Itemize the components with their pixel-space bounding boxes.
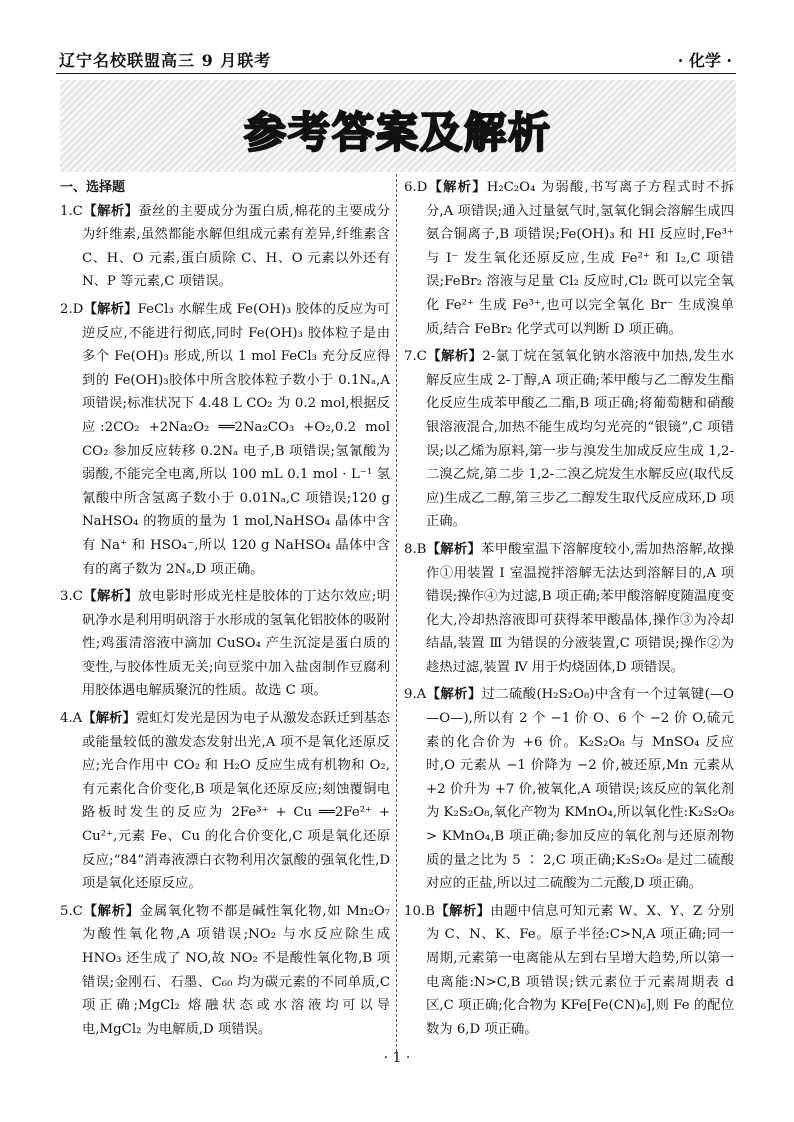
- answer-number: 3.C: [60, 589, 83, 605]
- analysis-tag: 【解析】: [83, 301, 138, 317]
- analysis-tag: 【解析】: [82, 903, 140, 919]
- column-divider: [396, 174, 397, 1052]
- answer-item: [60, 585, 390, 703]
- analysis-tag: 【解析】: [426, 541, 482, 557]
- answer-number: 4.A: [60, 711, 83, 727]
- section-title: 一、选择题: [60, 180, 126, 195]
- analysis-text: 蚕丝的主要成分为蛋白质,棉花的主要成分为纤维素,虽然都能水解但组成元素有差异,纤维素含 C、H、O 元素,蛋白质除 C、H、O 元素以外还有 N、P 等元素,C 项错误。: [82, 203, 391, 290]
- answer-item: [404, 176, 734, 341]
- answer-item: [404, 683, 734, 895]
- answer-item: [60, 298, 390, 581]
- analysis-tag: 【解析】: [426, 687, 482, 703]
- answer-item: [60, 707, 390, 896]
- analysis-tag: 【解析】: [82, 203, 139, 219]
- analysis-text: 苯甲酸室温下溶解度较小,需加热溶解,故操作①用装置 Ⅰ 室温搅拌溶解无法达到溶解目的,A 项错误;操作④为过滤,B 项正确;苯甲酸溶解度随温度变化大,冷却热溶液即可获得苯甲酸晶体,操作③为冷却结晶,装置 Ⅲ 为错误的分液装置,C 项错误;操作②为趁热过滤,装置 Ⅳ 用于灼烧固体,D 项错误。: [426, 541, 735, 675]
- analysis-tag: 【解析】: [82, 589, 139, 605]
- answer-number: 5.C: [60, 903, 83, 919]
- analysis-text: 由题中信息可知元素 W、X、Y、Z 分别为 C、N、K、Fe。原子半径:C>N,A 项正确;同一周期,元素第一电离能从左到右呈增大趋势,所以第一电离能:N>C,B 项错误;铁元素位于元素周期表 d 区,C 项正确;化合物为 KFe[Fe(CN)₆],则 Fe 的配位数为 6,D 项正确。: [426, 903, 734, 1037]
- answer-number: 6.D: [404, 180, 428, 195]
- left-column: [60, 176, 390, 1045]
- exam-title: 辽宁名校联盟高三 9 月联考: [59, 51, 272, 70]
- page-number: · 1 ·: [383, 1050, 411, 1066]
- left-answer-list: [60, 200, 390, 1042]
- answer-item: [404, 345, 734, 534]
- analysis-text: 放电影时形成光柱是胶体的丁达尔效应;明矾净水是利用明矾溶于水形成的氢氧化铝胶体的吸附性;鸡蛋清溶液中滴加 CuSO₄ 产生沉淀是蛋白质的变性,与胶体性质无关;向豆浆中加入盐卤制作豆腐利用胶体遇电解质聚沉的性质。故选 C 项。: [82, 589, 391, 699]
- analysis-text: 过二硫酸(H₂S₂O₈)中含有一个过氧键(—O—O—),所以有 2 个 −1 价 O、6 个 −2 价 O,硫元素的化合价为 +6 价。K₂S₂O₈ 与 MnSO₄ 反应时,O 元素从 −1 价降为 −2 价,被还原,Mn 元素从 +2 价升为 +7 价,被氧化,A 项错误;该反应的氧化剂为 K₂S₂O₈,氧化产物为 KMnO₄,所以氧化性:K₂S₂O₈ > KMnO₄,B 项正确;参加反应的氧化剂与还原剂物质的量之比为 5 ∶ 2,C 项正确;K₂S₂O₈ 是过二硫酸对应的正盐,所以过二硫酸为二元酸,D 项正确。: [426, 687, 734, 892]
- analysis-text: 2-氯丁烷在氢氧化钠水溶液中加热,发生水解反应生成 2-丁醇,A 项正确;苯甲酸与乙二醇发生酯化反应生成苯甲酸乙二酯,B 项正确;将葡萄糖和硝酸银溶液混合,加热不能生成均匀光亮的“银镜”,C 项错误;以乙烯为原料,第一步与溴发生加成反应生成 1,2-二溴乙烷,第二步 1,2-二溴乙烷发生水解反应(取代反应)生成乙二醇,第三步乙二醇发生取代反应成环,D 项正确。: [426, 349, 734, 530]
- header-rule: [56, 73, 736, 74]
- banner-title: 参考答案及解析: [243, 108, 552, 157]
- answer-number: 8.B: [404, 541, 427, 557]
- answer-number: 7.C: [404, 349, 427, 365]
- answer-number: 2.D: [60, 301, 84, 317]
- analysis-tag: 【解析】: [427, 180, 487, 195]
- answer-item: [404, 538, 734, 680]
- analysis-text: 霓虹灯发光是因为电子从激发态跃迁到基态或能量较低的激发态发射出光,A 项不是氧化还原反应;光合作用中 CO₂ 和 H₂O 反应生成有机物和 O₂,有元素化合价变化,B 项是氧化还原反应;刻蚀覆铜电路板时发生的反应为 2Fe³⁺ + Cu ══2Fe²⁺ + Cu²⁺,元素 Fe、Cu 的化合价变化,C 项是氧化还原反应;“84”消毒液漂白衣物利用次氯酸的强氧化性,D 项是氧化还原反应。: [82, 711, 391, 892]
- analysis-text: H₂C₂O₄ 为弱酸,书写离子方程式时不拆分,A 项错误;通入过量氨气时,氢氧化铜会溶解生成四氨合铜离子,B 项错误;Fe(OH)₃ 和 HI 反应时,Fe³⁺ 与 I⁻ 发生氧化还原反应,生成 Fe²⁺ 和 I₂,C 项错误;FeBr₂ 溶液与足量 Cl₂ 反应时,Cl₂ 既可以完全氧化 Fe²⁺ 生成 Fe³⁺,也可以完全氧化 Br⁻ 生成溴单质,结合 FeBr₂ 化学式可以判断 D 项正确。: [426, 180, 735, 337]
- analysis-text: FeCl₃ 水解生成 Fe(OH)₃ 胶体的反应为可逆反应,不能进行彻底,同时 Fe(OH)₃ 胶体粒子是由多个 Fe(OH)₃ 形成,所以 1 mol FeCl₃ 充分反应得到的 Fe(OH)₃胶体中所含胶体粒子数小于 0.1Nₐ,A 项错误;标准状况下 4.48 L CO₂ 为 0.2 mol,根据反应:2CO₂ +2Na₂O₂ ══2Na₂CO₃ +O₂,0.2 mol CO₂ 参加反应转移 0.2Nₐ 电子,B 项错误;氢氰酸为弱酸,不能完全电离,所以 100 mL 0.1 mol · L⁻¹ 氢氰酸中所含氢离子数小于 0.01Nₐ,C 项错误;120 g NaHSO₄ 的物质的量为 1 mol,NaHSO₄ 晶体中含有 Na⁺ 和 HSO₄⁻,所以 120 g NaHSO₄ 晶体中含有的离子数为 2Nₐ,D 项正确。: [82, 301, 391, 577]
- answer-number: 9.A: [404, 687, 427, 703]
- answer-item: [60, 900, 390, 1042]
- analysis-tag: 【解析】: [82, 711, 136, 727]
- answer-number: 10.B: [404, 903, 435, 919]
- answer-item: [404, 900, 734, 1042]
- answer-number: 1.C: [60, 203, 83, 219]
- right-column: [404, 176, 734, 1045]
- subject-label: · 化学 ·: [677, 51, 732, 70]
- answer-item: [60, 200, 390, 294]
- analysis-text: 金属氧化物不都是碱性氧化物,如 Mn₂O₇ 为酸性氧化物,A 项错误;NO₂ 与水反应除生成 HNO₃ 还生成了 NO,故 NO₂ 不是酸性氧化物,B 项错误;金刚石、石墨、C₆₀ 均为碳元素的不同单质,C 项正确;MgCl₂ 熔融状态或水溶液均可以导电,MgCl₂ 为电解质,D 项错误。: [82, 903, 391, 1037]
- analysis-tag: 【解析】: [434, 903, 491, 919]
- right-answer-list: [404, 176, 734, 1041]
- title-banner: [60, 80, 736, 172]
- analysis-tag: 【解析】: [426, 349, 483, 365]
